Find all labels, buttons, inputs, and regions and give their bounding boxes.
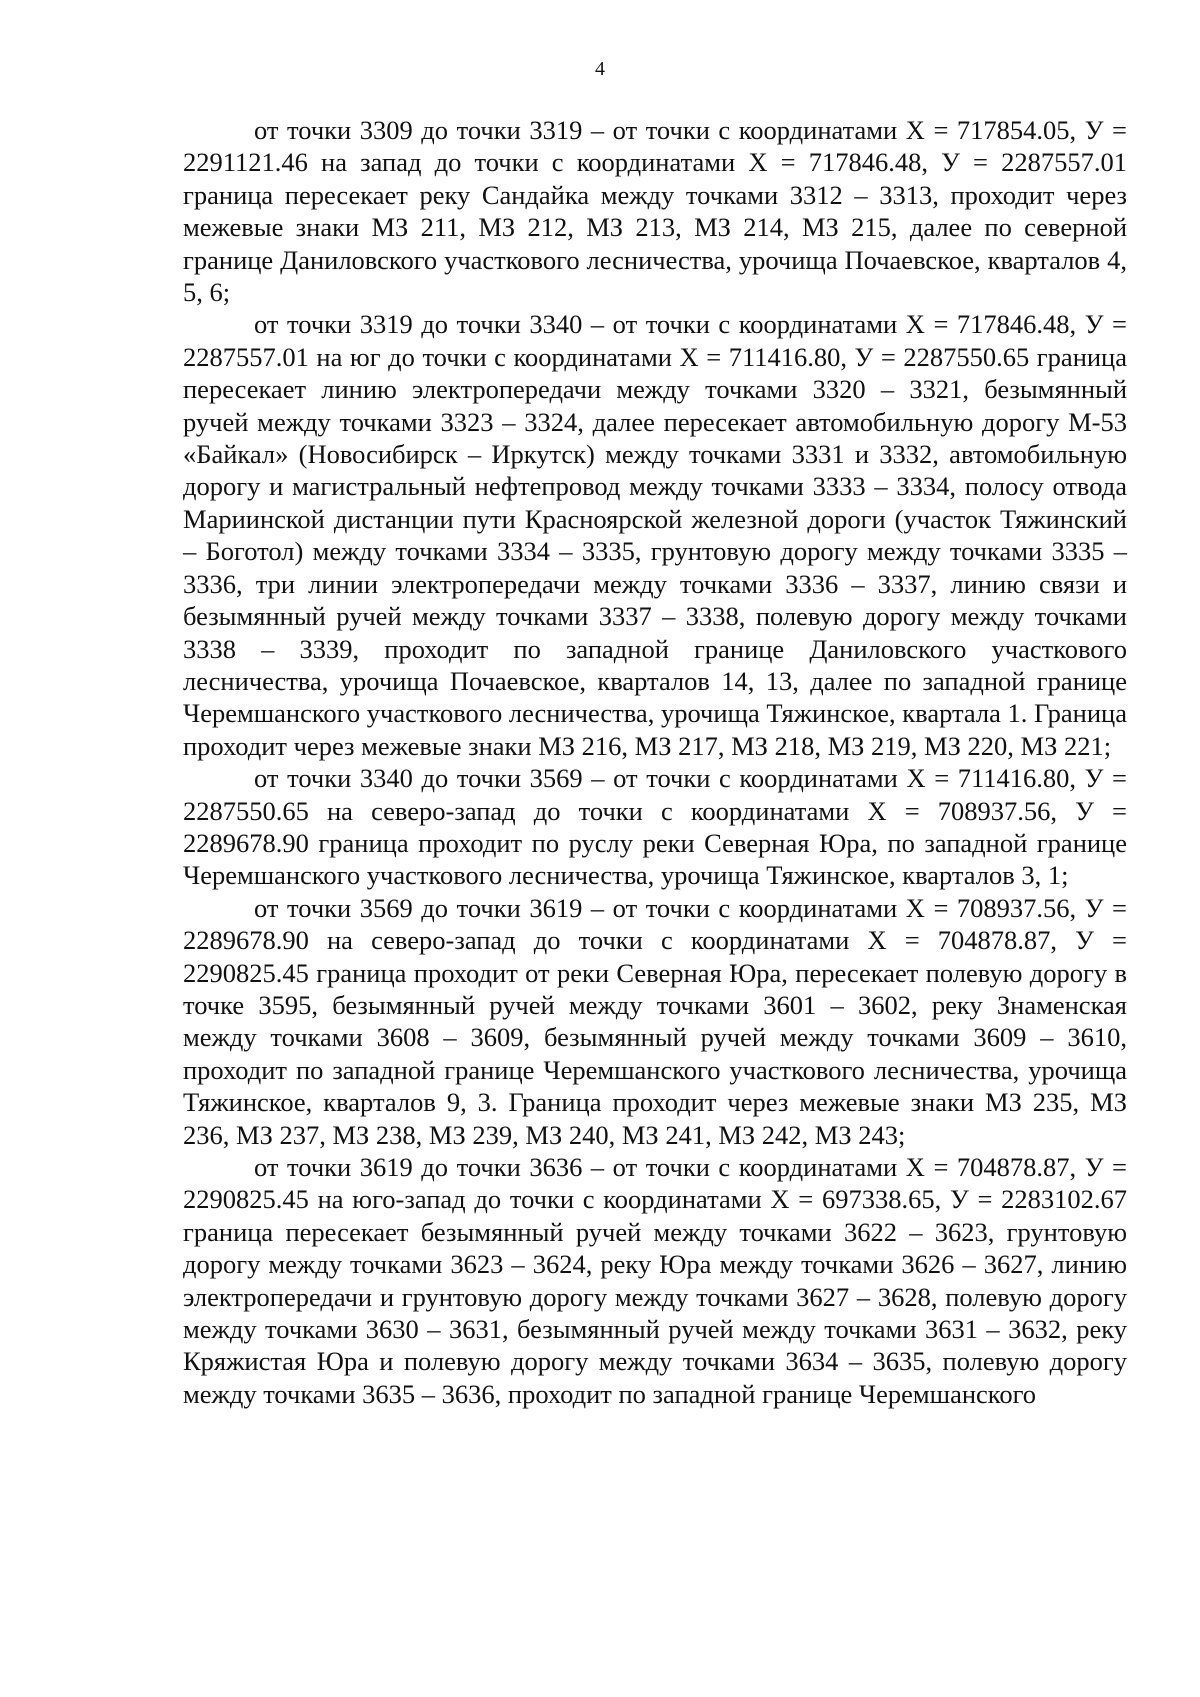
- document-body: [183, 114, 1127, 1410]
- paragraph-3619-3636: от точки 3619 до точки 3636 – от точки с координатами Х = 704878.87, У = 2290825.45 на юго-запад до точки с координатами Х = 697338.65, У = 2283102.67 граница пересекает безымянный ручей между точками 3622 – 3623, грунтовую дорогу между точками 3623 – 3624, реку Юра между точками 3626 – 3627, линию электропередачи и грунтовую дорогу между точками 3627 – 3628, полевую дорогу между точками 3630 – 3631, безымянный ручей между точками 3631 – 3632, реку Кряжистая Юра и полевую дорогу между точками 3634 – 3635, полевую дорогу между точками 3635 – 3636, проходит по западной границе Черемшанского: [183, 1152, 1127, 1409]
- page-number: 4: [595, 58, 605, 80]
- paragraph-3569-3619: от точки 3569 до точки 3619 – от точки с координатами Х = 708937.56, У = 2289678.90 на северо-запад до точки с координатами Х = 704878.87, У = 2290825.45 граница проходит от реки Северная Юра, пересекает полевую дорогу в точке 3595, безымянный ручей между точками 3601 – 3602, реку Знаменская между точками 3608 – 3609, безымянный ручей между точками 3609 – 3610, проходит по западной границе Черемшанского участкового лесничества, урочища Тяжинское, кварталов 9, 3. Граница проходит через межевые знаки МЗ 235, МЗ 236, МЗ 237, МЗ 238, МЗ 239, МЗ 240, МЗ 241, МЗ 242, МЗ 243;: [183, 892, 1127, 1150]
- paragraph-3340-3569: от точки 3340 до точки 3569 – от точки с координатами Х = 711416.80, У = 2287550.65 на северо-запад до точки с координатами Х = 708937.56, У = 2289678.90 граница проходит по руслу реки Северная Юра, по западной границе Черемшанского участкового лесничества, урочища Тяжинское, кварталов 3, 1;: [183, 763, 1127, 891]
- paragraph-3319-3340: от точки 3319 до точки 3340 – от точки с координатами Х = 717846.48, У = 2287557.01 на юг до точки с координатами Х = 711416.80, У = 2287550.65 граница пересекает линию электропередачи между точками 3320 – 3321, безымянный ручей между точками 3323 – 3324, далее пересекает автомобильную дорогу М-53 «Байкал» (Новосибирск – Иркутск) между точками 3331 и 3332, автомобильную дорогу и магистральный нефтепровод между точками 3333 – 3334, полосу отвода Мариинской дистанции пути Красноярской железной дороги (участок Тяжинский – Боготол) между точками 3334 – 3335, грунтовую дорогу между точками 3335 – 3336, три линии электропередачи между точками 3336 – 3337, линию связи и безымянный ручей между точками 3337 – 3338, полевую дорогу между точками 3338 – 3339, проходит по западной границе Даниловского участкового лесничества, урочища Почаевское, кварталов 14, 13, далее по западной границе Черемшанского участкового лесничества, урочища Тяжинское, квартала 1. Граница проходит через межевые знаки МЗ 216, МЗ 217, МЗ 218, МЗ 219, МЗ 220, МЗ 221;: [183, 309, 1127, 761]
- paragraph-3309-3319: от точки 3309 до точки 3319 – от точки с координатами Х = 717854.05, У = 2291121.46 на запад до точки с координатами Х = 717846.48, У = 2287557.01 граница пересекает реку Сандайка между точками 3312 – 3313, проходит через межевые знаки МЗ 211, МЗ 212, МЗ 213, МЗ 214, МЗ 215, далее по северной границе Даниловского участкового лесничества, урочища Почаевское, кварталов 4, 5, 6;: [183, 115, 1127, 308]
